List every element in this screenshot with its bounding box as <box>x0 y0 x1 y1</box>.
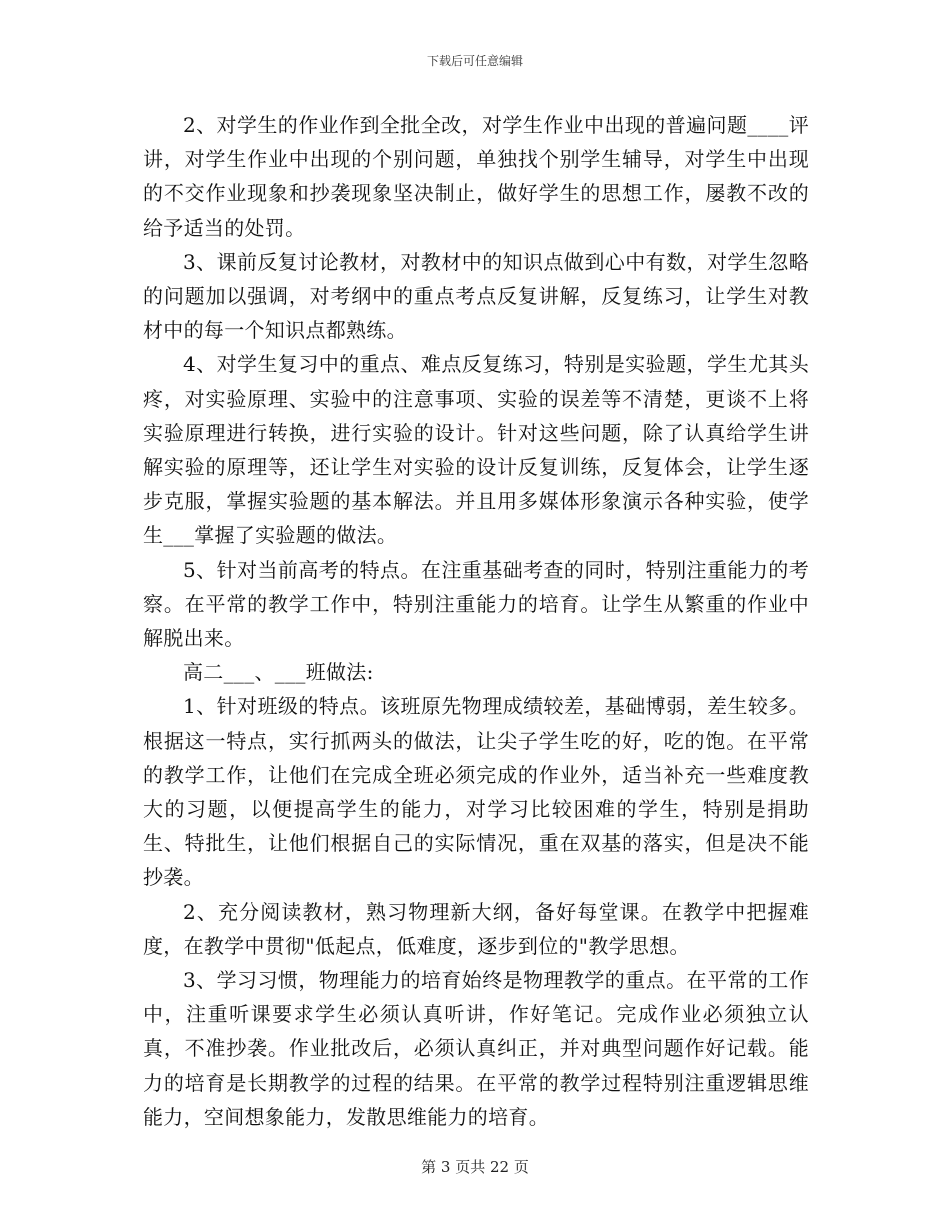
paragraph-item-4-experiments: 4、对学生复习中的重点、难点反复练习，特别是实验题，学生尤其头疼，对实验原理、实验中的注意事项、实验的误差等不清楚，更谈不上将实验原理进行转换，进行实验的设计。针对这些问题，除了认真给学生讲解实验的原理等，还让学生对实验的设计反复训练，反复体会，让学生逐步克服，掌握实验题的基本解法。并且用多媒体形象演示各种实验，使学生___掌握了实验题的做法。 <box>143 352 809 548</box>
paragraph-item-2-read-textbook: 2、充分阅读教材，熟习物理新大纲，备好每堂课。在教学中把握难度，在教学中贯彻"低起点，低难度，逐步到位的"教学思想。 <box>143 899 809 958</box>
document-body <box>143 108 809 1134</box>
section-heading-grade-two: 高二___、___班做法: <box>183 660 374 685</box>
page-header: 下载后可任意编辑 <box>426 54 523 68</box>
paragraph-item-1-class-features: 1、针对班级的特点。该班原先物理成绩较差，基础博弱，差生较多。根据这一特点，实行抓两头的做法，让尖子学生吃的好，吃的饱。在平常的教学工作，让他们在完成全班必须完成的作业外，适当补充一些难度教大的习题，以便提高学生的能力，对学习比较困难的学生，特别是捐助生、特批生，让他们根据自己的实际情况，重在双基的落实，但是决不能抄袭。 <box>143 694 809 890</box>
paragraph-item-3-textbook: 3、课前反复讨论教材，对教材中的知识点做到心中有数，对学生忽略的问题加以强调，对考纲中的重点考点反复讲解，反复练习，让学生对教材中的每一个知识点都熟练。 <box>143 249 809 343</box>
paragraph-item-5-exam: 5、针对当前高考的特点。在注重基础考查的同时，特别注重能力的考察。在平常的教学工作中，特别注重能力的培育。让学生从繁重的作业中解脱出来。 <box>143 557 809 651</box>
paragraph-item-3-study-habits: 3、学习习惯，物理能力的培育始终是物理教学的重点。在平常的工作中，注重听课要求学生必须认真听讲，作好笔记。完成作业必须独立认真，不准抄袭。作业批改后，必须认真纠正，并对典型问题作好记载。能力的培育是长期教学的过程的结果。在平常的教学过程特别注重逻辑思维能力，空间想象能力，发散思维能力的培育。 <box>143 968 809 1129</box>
page-footer: 第 3 页共 22 页 <box>421 1158 529 1176</box>
paragraph-item-2-homework: 2、对学生的作业作到全批全改，对学生作业中出现的普遍问题____评讲，对学生作业中出现的个别问题，单独找个别学生辅导，对学生中出现的不交作业现象和抄袭现象坚决制止，做好学生的思想工作，屡教不改的给予适当的处罚。 <box>143 113 809 240</box>
